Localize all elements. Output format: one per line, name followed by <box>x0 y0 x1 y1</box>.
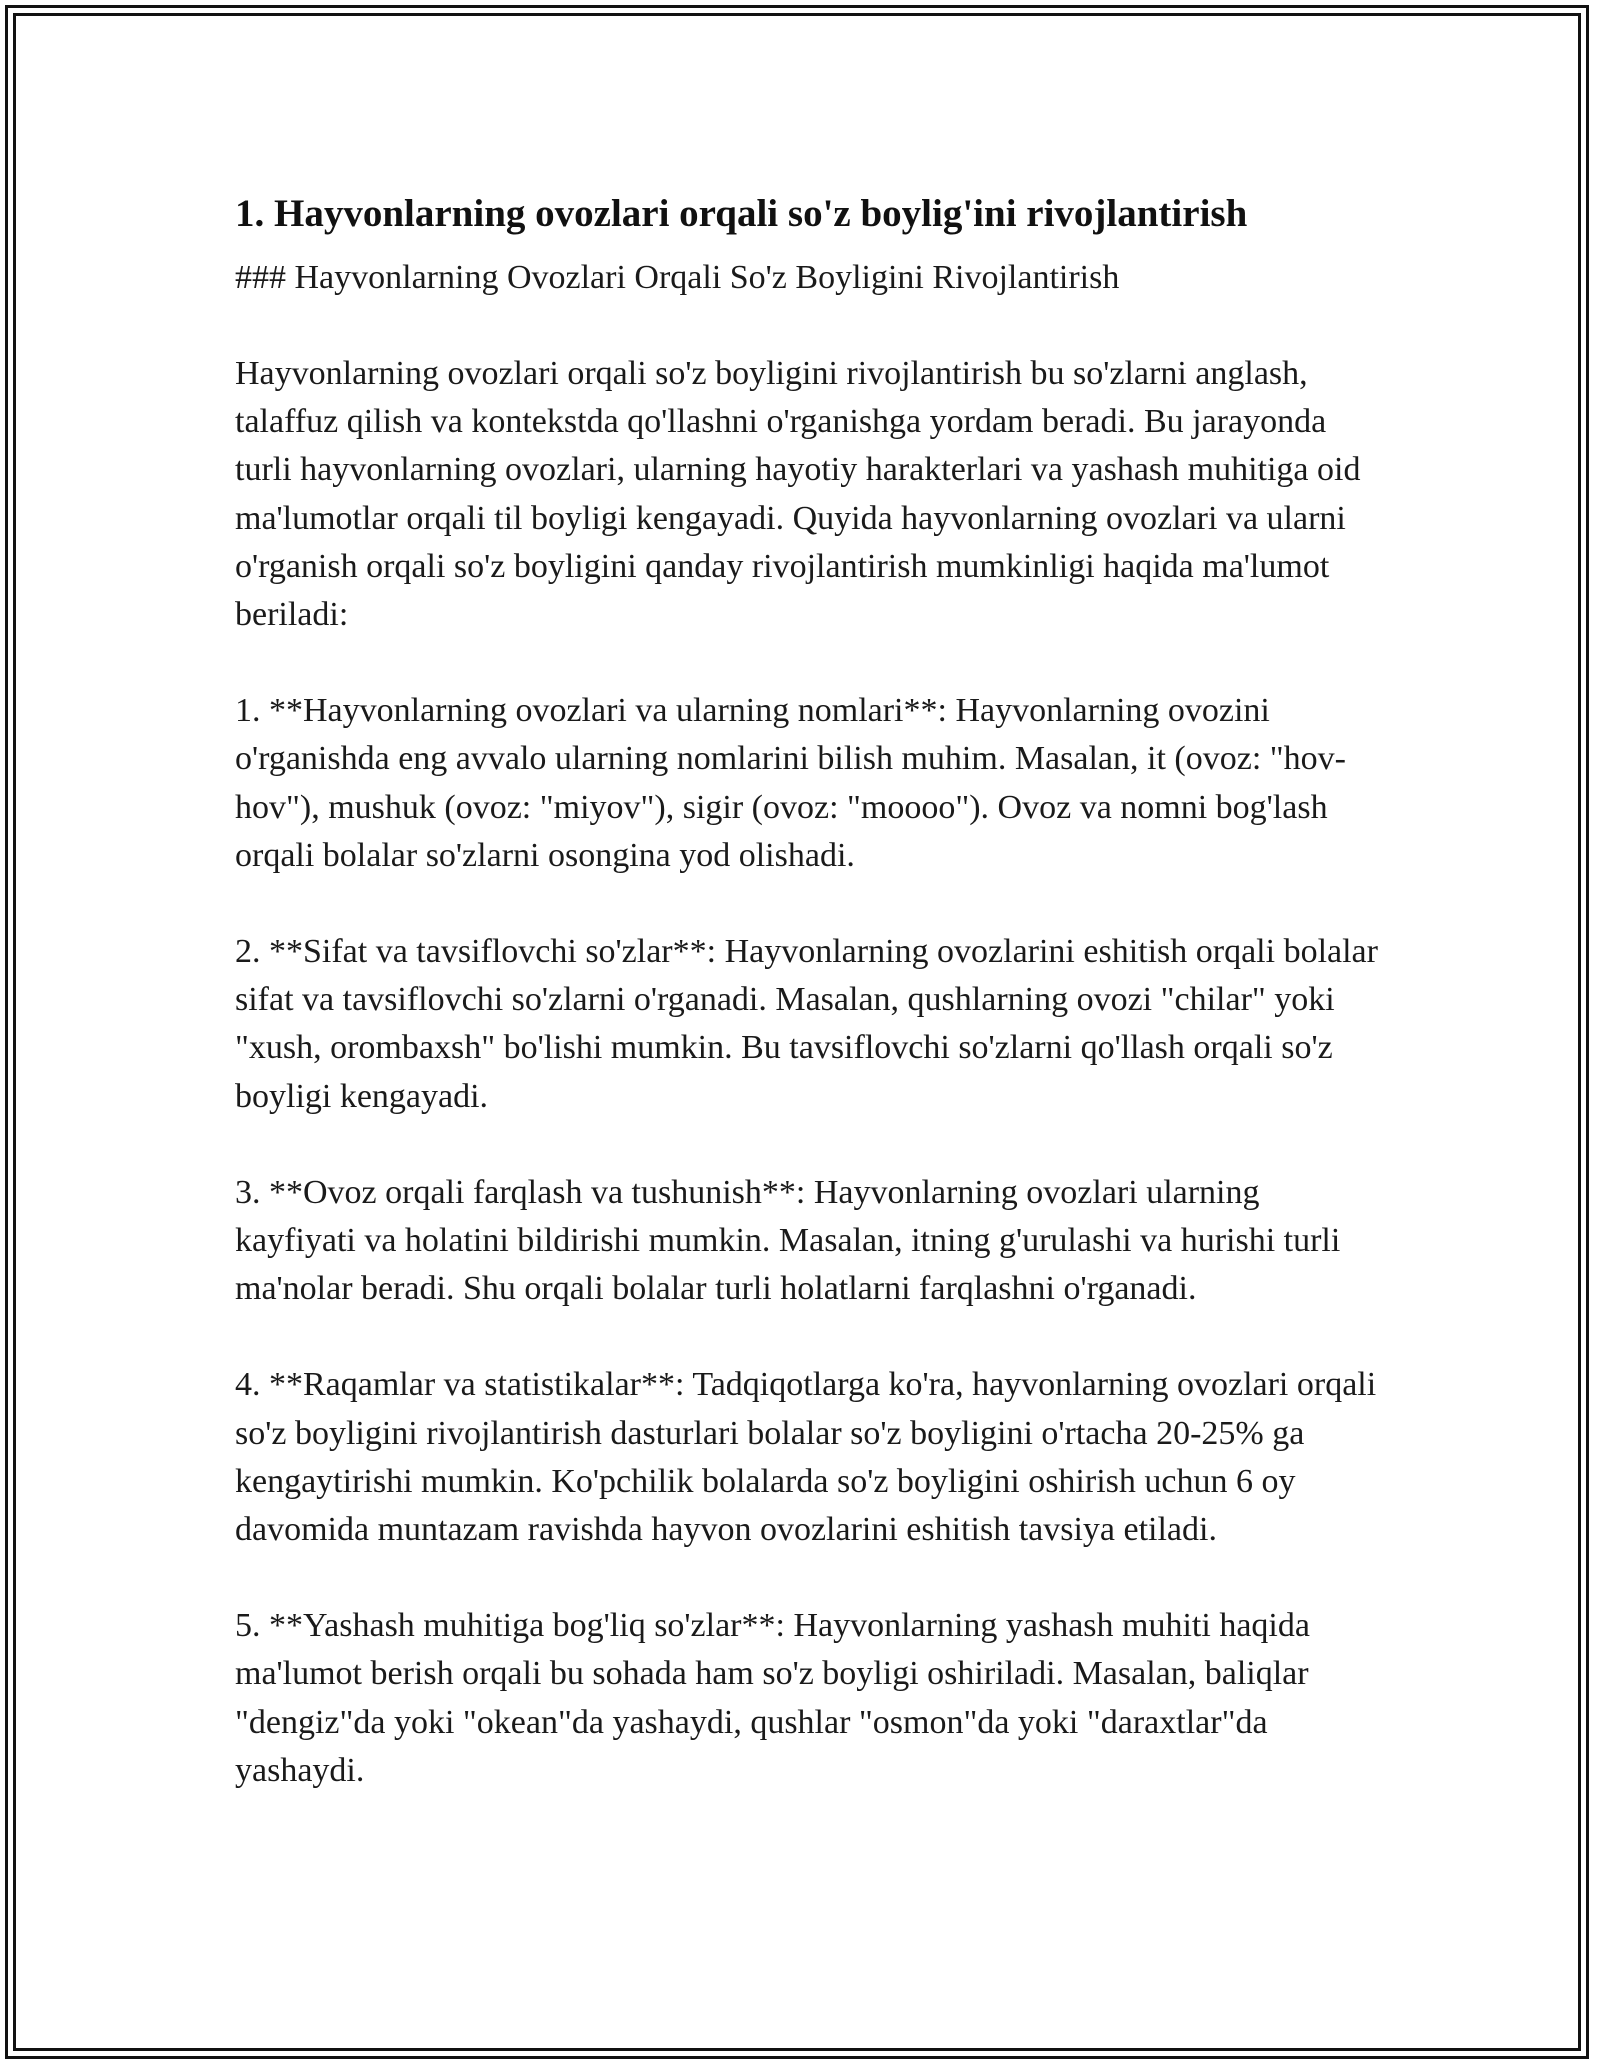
list-item-4: 4. **Raqamlar va statistikalar**: Tadqiqotlarga ko'ra, hayvonlarning ovozlari orqali so'z boyligini rivojlantirish dasturlari bolalar so'z boyligini o'rtacha 20-25% ga kengaytirishi mumkin. Ko'pchilik bolalarda so'z boyligini oshirish uchun 6 oy davomida muntazam ravishda hayvon ovozlarini eshitish tavsiya etiladi. <box>235 1366 1377 1549</box>
list-item-1: 1. **Hayvonlarning ovozlari va ularning nomlari**: Hayvonlarning ovozini o'rganishda eng avvalo ularning nomlarini bilish muhim. Masalan, it (ovoz: "hov-hov"), mushuk (ovoz: "miyov"), sigir (ovoz: "moooo"). Ovoz va nomni bog'lash orqali bolalar so'zlarni osongina yod olishadi. <box>235 692 1346 874</box>
list-item-2: 2. **Sifat va tavsiflovchi so'zlar**: Hayvonlarning ovozlarini eshitish orqali bolalar sifat va tavsiflovchi so'zlarni o'rganadi. Masalan, qushlarning ovozi "chilar" yoki "xush, orombaxsh" bo'lishi mumkin. Bu tavsiflovchi so'zlarni qo'llash orqali so'z boyligi kengayadi. <box>235 933 1378 1115</box>
list-item-3: 3. **Ovoz orqali farqlash va tushunish**: Hayvonlarning ovozlari ularning kayfiyati va holatini bildirishi mumkin. Masalan, itning g'urulashi va hurishi turli ma'nolar beradi. Shu orqali bolalar turli holatlarni farqlashni o'rganadi. <box>235 1173 1341 1308</box>
document-page <box>235 186 1385 1795</box>
intro-paragraph: Hayvonlarning ovozlari orqali so'z boyligini rivojlantirish bu so'zlarni anglash, talaffuz qilish va kontekstda qo'llashni o'rganishga yordam beradi. Bu jarayonda turli hayvonlarning ovozlari, ularning hayotiy harakterlari va yashash muhitiga oid ma'lumotlar orqali til boyligi kengayadi. Quyida hayvonlarning ovozlari va ularni o'rganish orqali so'z boyligini qanday rivojlantirish mumkinligi haqida ma'lumot beriladi: <box>235 355 1361 634</box>
document-subheading: ### Hayvonlarning Ovozlari Orqali So'z Boyligini Rivojlantirish <box>235 259 1120 296</box>
list-item-5: 5. **Yashash muhitiga bog'liq so'zlar**: Hayvonlarning yashash muhiti haqida ma'lumot berish orqali bu sohada ham so'z boyligi oshiriladi. Masalan, baliqlar "dengiz"da yoki "okean"da yashaydi, qushlar "osmon"da yoki "daraxtlar"da yashaydi. <box>235 1607 1310 1789</box>
document-title: 1. Hayvonlarning ovozlari orqali so'z boylig'ini rivojlantirish <box>235 192 1248 235</box>
